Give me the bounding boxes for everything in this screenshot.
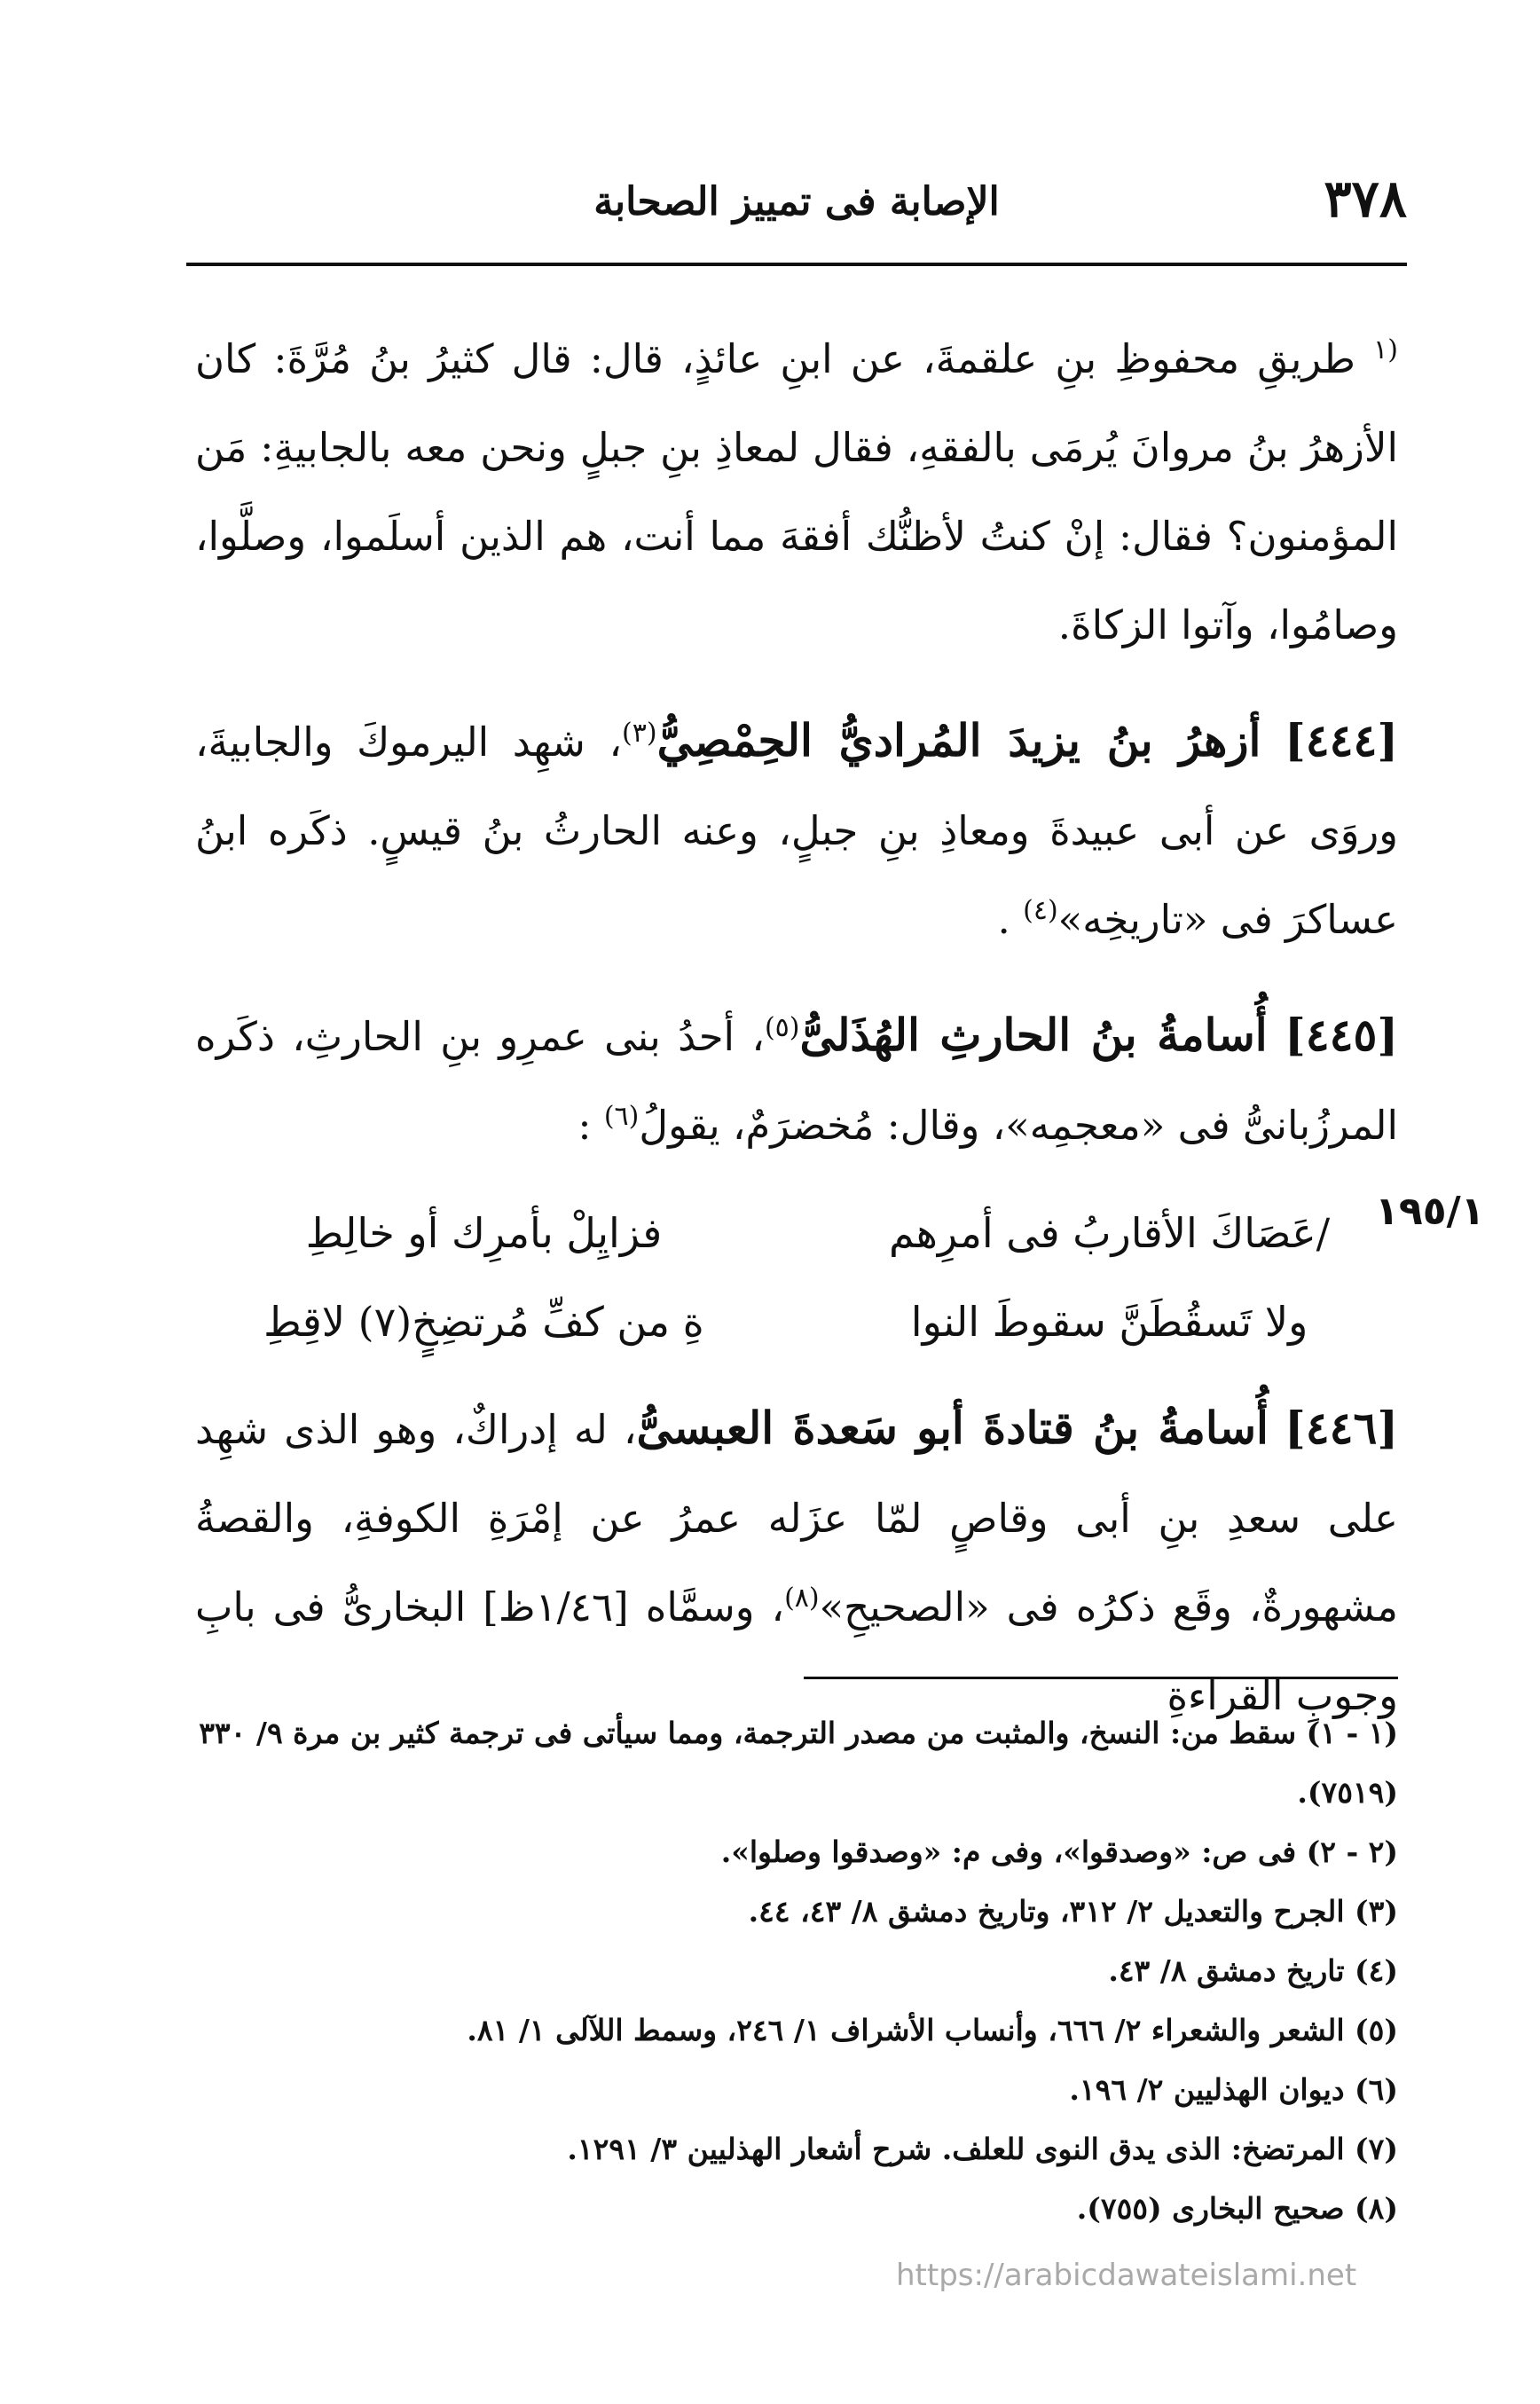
footnote: (٥) الشعر والشعراء ٢/ ٦٦٦، وأنساب الأشراف ١/ ٢٤٦، وسمط اللآلى ١/ ٨١. — [467, 2013, 1398, 2047]
verse-line — [195, 1277, 1398, 1366]
page-header — [186, 169, 1407, 266]
entry-name: أزهرُ بنُ يزيدَ المُراديُّ الحِمْصِيُّ — [656, 714, 1261, 766]
entry-name: أُسامةُ بنُ الحارثِ الهُذَلىُّ — [799, 1009, 1268, 1061]
footnote: (٤) تاريخ دمشق ٨/ ٤٣. — [1108, 1953, 1398, 1988]
hemistich-first: /عَصَاكَ الأقاربُ فى أمرِهم — [888, 1209, 1331, 1257]
margin-page-reference: ١٩٥/١ — [1375, 1189, 1485, 1234]
poem — [195, 1189, 1398, 1366]
entry-445 — [195, 991, 1398, 1170]
footnote: (٨) صحيح البخارى (٧٥٥). — [1076, 2191, 1398, 2226]
footnote: (١ - ١) سقط من: النسخ، والمثبت من مصدر الترجمة، ومما سيأتى فى ترجمة كثير بن مرة ٩/ ٣٣٠ (٧٥١٩). — [199, 1716, 1398, 1810]
footnote-separator — [804, 1677, 1398, 1679]
main-text — [195, 315, 1398, 1170]
entry-text-continued: ، وسمَّاه [١/٤٦ظ] البخارىُّ فى بابِ وجوبِ القراءةِ — [195, 1583, 1398, 1719]
footnote-ref: (٦) — [603, 1101, 640, 1132]
footnote: (٦) ديوان الهذليين ٢/ ١٩٦. — [1069, 2072, 1398, 2107]
footnote-ref: (٤) — [1023, 895, 1058, 926]
entry-number: [٤٤٦] — [1285, 1402, 1398, 1454]
entry-name: أُسامةُ بنُ قتادةَ أبو سَعدةَ العبسىُّ — [636, 1402, 1269, 1454]
footnote: (٧) المرتضخ: الذى يدق النوى للعلف. شرح أشعار الهذليين ٣/ ١٢٩١. — [567, 2132, 1398, 2166]
entry-number: [٤٤٤] — [1285, 714, 1398, 766]
header-rule — [186, 263, 1407, 266]
main-text-continued — [195, 1384, 1398, 1740]
hemistich-second: فزايِلْ بأمرِك أو خالِطِ — [305, 1209, 663, 1257]
page-number: ٣٧٨ — [1324, 169, 1407, 229]
entry-number: [٤٤٥] — [1285, 1009, 1398, 1061]
entry-colon: : — [578, 1102, 592, 1149]
verse-line — [195, 1189, 1398, 1277]
footnote-ref: (١ — [1373, 334, 1398, 365]
footnote-ref: (٣) — [622, 718, 657, 749]
entry-text: ، شهِد اليرموكَ والجابيةَ، وروَى عن أبى عبيدةَ ومعاذِ بنِ جبلٍ، وعنه الحارثُ بنُ قيسٍ. ذكَره ابنُ عساكرَ فى «تاريخِه» — [195, 719, 1398, 943]
paragraph-azhar-marwan — [195, 315, 1398, 670]
hemistich-second: ةِ من كفِّ مُرتضِخٍ(٧) لاقِطِ — [263, 1298, 704, 1346]
entry-446 — [195, 1384, 1398, 1740]
hemistich-first: ولا تَسقُطَنَّ سقوطَ النوا — [910, 1298, 1308, 1346]
entry-text: ، أحدُ بنى عمرِو بنِ الحارثِ، ذكَره المرزُبانىُّ فى «معجمِه»، وقال: مُخضرَمٌ، يقولُ — [195, 1013, 1398, 1149]
footnote-ref: (٨) — [784, 1583, 820, 1614]
entry-text: ، له إدراكٌ، وهو الذى شهِد على سعدِ بنِ أبى وقاصٍ لمّا عزَله عمرُ عن إمْرَةِ الكوفةِ، والقصةُ مشهورةٌ، وقَع ذكرُه فى «الصحيحِ» — [195, 1406, 1398, 1630]
footnote-ref: (٥) — [764, 1012, 800, 1043]
footnotes — [195, 1703, 1398, 2238]
footnote: (٢ - ٢) فى ص: «وصدقوا»، وفى م: «وصدقوا وصلوا». — [720, 1834, 1398, 1869]
running-title: الإصابة فى تمييز الصحابة — [593, 179, 1000, 224]
watermark-url: https://arabicdawateislami.net — [896, 2258, 1357, 2293]
paragraph-text: طريقِ محفوظِ بنِ علقمةَ، عن ابنِ عائذٍ، قال: قال كثيرُ بنُ مُرَّةَ: كان الأزهرُ بنُ مروانَ يُرمَى بالفقهِ، فقال لمعاذِ بنِ جبلٍ ونحن معه بالجابيةِ: مَن المؤمنون؟ فقال: إنْ كنتُ لأظنُّك أفقهَ مما أنت، هم الذين أسلَموا، وصلَّوا، وصامُوا، وآتوا الزكاةَ. — [195, 335, 1398, 648]
entry-444: [٤٤٤] أزهرُ بنُ يزيدَ المُراديُّ الحِمْصِيُّ$^{(٣)}$، شهِد اليرموكَ والجابيةَ، وروَى عن أبى عبيدةَ ومعاذِ بنِ جبلٍ، وعنه الحارثُ بنُ قيسٍ. ذكَره ابنُ عساكرَ فى «تاريخِه»$^{(٤)}$ . — [195, 714, 1398, 943]
footnote: (٣) الجرح والتعديل ٢/ ٣١٢، وتاريخ دمشق ٨/ ٤٣، ٤٤. — [748, 1894, 1398, 1929]
